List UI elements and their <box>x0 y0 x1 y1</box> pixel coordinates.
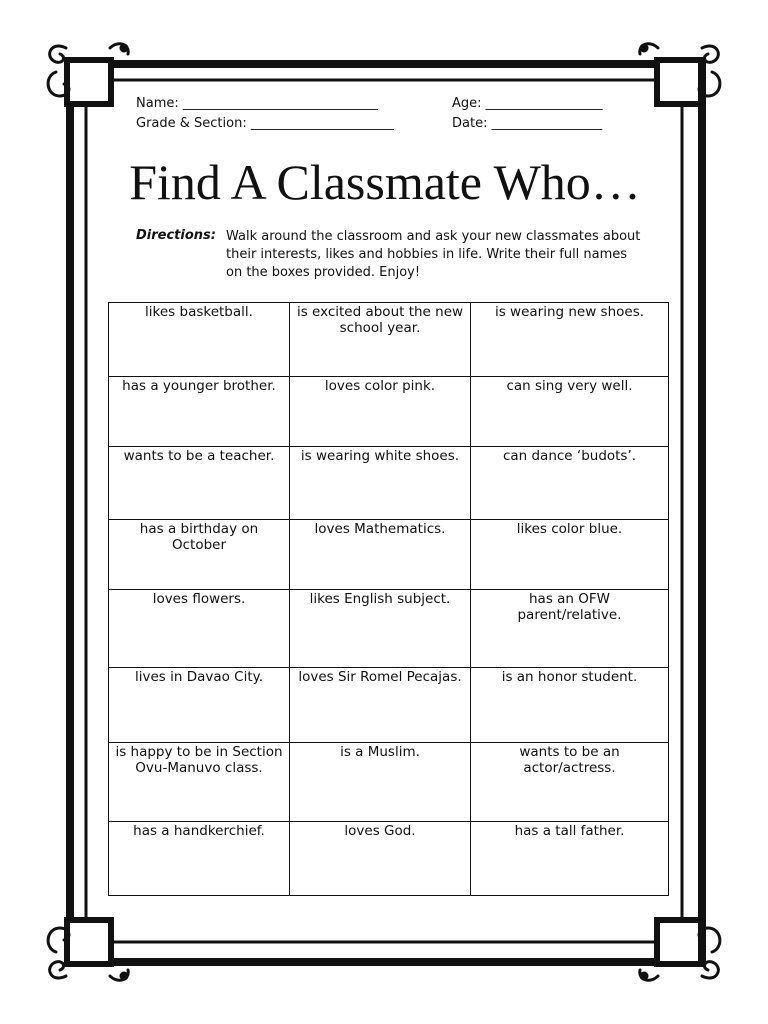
corner-square-top-left <box>67 60 111 104</box>
grid-cell: is excited about the new school year. <box>290 303 471 377</box>
grid-cell: likes English subject. <box>290 590 471 668</box>
grid-row <box>109 447 669 520</box>
directions-text: Walk around the classroom and ask your new classmates about their interests, likes and hobbies in life. Write their full names on the boxes provided. Enjoy! <box>226 229 641 280</box>
grid-row <box>109 668 669 743</box>
directions-label: Directions: <box>136 228 216 243</box>
grid-cell: can sing very well. <box>471 377 669 447</box>
grid-row <box>109 303 669 377</box>
grid-row <box>109 520 669 590</box>
grid-cell: loves flowers. <box>109 590 290 668</box>
grid-row <box>109 590 669 668</box>
grid-cell: likes basketball. <box>109 303 290 377</box>
date-field: Date: _________________ <box>452 116 603 131</box>
grid-cell: wants to be a teacher. <box>109 447 290 520</box>
grid-cell: is a Muslim. <box>290 743 471 822</box>
grid-cell: has a younger brother. <box>109 377 290 447</box>
page-title: Find A Classmate Who… <box>129 154 641 210</box>
grid-cell: likes color blue. <box>471 520 669 590</box>
grid-cell: has a tall father. <box>471 822 669 896</box>
grid-row <box>109 377 669 447</box>
grid-cell: is happy to be in Section Ovu-Manuvo class. <box>109 743 290 822</box>
grid-cell: has a birthday on October <box>109 520 290 590</box>
grid-cell: loves God. <box>290 822 471 896</box>
name-field: Name: ______________________________ <box>136 96 378 111</box>
corner-square-bottom-right <box>657 920 701 964</box>
grid-cell: has an OFW parent/relative. <box>471 590 669 668</box>
grid-cell: loves color pink. <box>290 377 471 447</box>
corner-square-top-right <box>657 60 701 104</box>
grid-cell: wants to be an actor/actress. <box>471 743 669 822</box>
grid-cell: is wearing new shoes. <box>471 303 669 377</box>
grid-row <box>109 822 669 896</box>
grid-cell: lives in Davao City. <box>109 668 290 743</box>
grid-cell: can dance ‘budots’. <box>471 447 669 520</box>
grid-cell: is wearing white shoes. <box>290 447 471 520</box>
grid-cell: loves Mathematics. <box>290 520 471 590</box>
age-field: Age: __________________ <box>452 96 603 111</box>
grade-section-field: Grade & Section: ______________________ <box>136 116 394 131</box>
grid-row <box>109 743 669 822</box>
corner-square-bottom-left <box>67 920 111 964</box>
grid-cell: is an honor student. <box>471 668 669 743</box>
classmate-grid <box>108 302 669 896</box>
grid-cell: loves Sir Romel Pecajas. <box>290 668 471 743</box>
grid-cell: has a handkerchief. <box>109 822 290 896</box>
